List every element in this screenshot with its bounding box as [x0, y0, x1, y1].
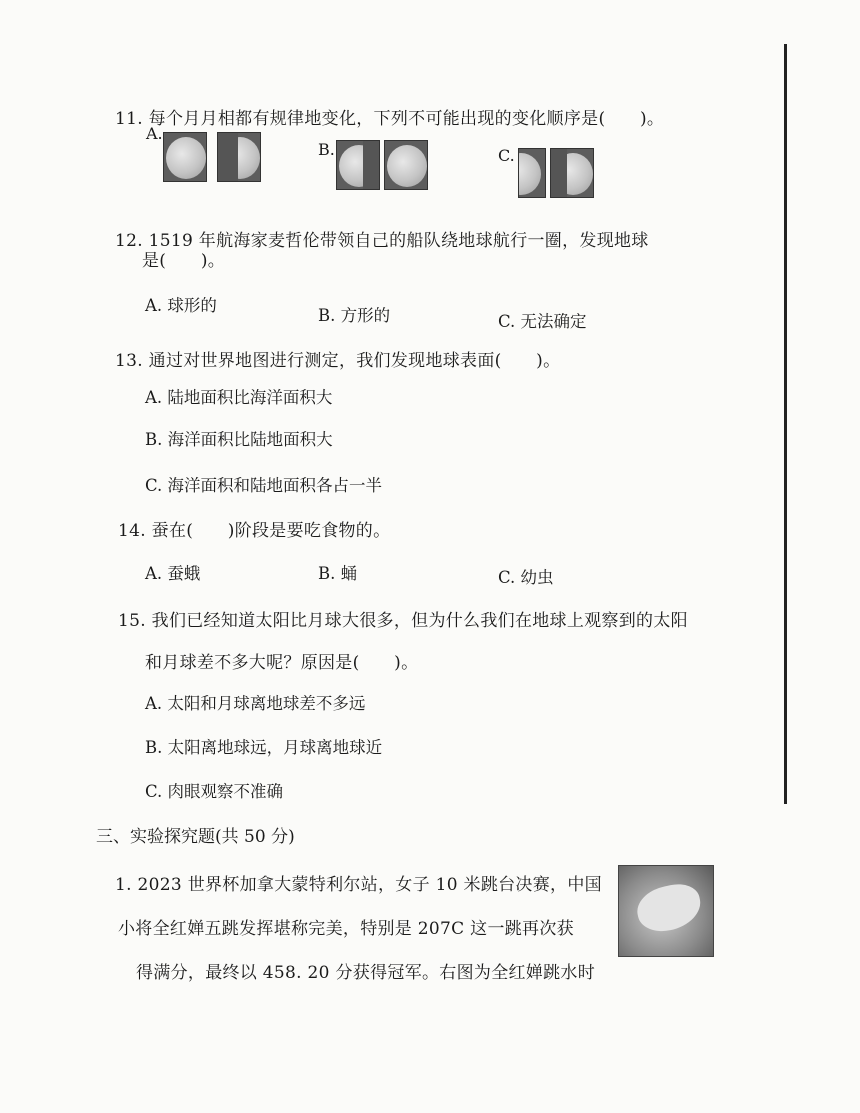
- section-3-q1-line-3: 得满分，最终以 458. 20 分获得冠军。右图为全红婵跳水时: [136, 963, 595, 983]
- q13-option-c: C. 海洋面积和陆地面积各占一半: [145, 476, 383, 495]
- question-15-line-2: 和月球差不多大呢？原因是( )。: [145, 653, 419, 673]
- q12-option-a: A. 球形的: [145, 296, 217, 315]
- question-12-line-1: 12. 1519 年航海家麦哲伦带领自己的船队绕地球航行一圈，发现地球: [115, 231, 649, 251]
- section-3-q1-line-1: 1. 2023 世界杯加拿大蒙特利尔站，女子 10 米跳台决赛，中国: [115, 875, 602, 895]
- q11-option-b-label: B.: [318, 140, 335, 159]
- q11-option-c-label: C.: [498, 146, 515, 165]
- section-3-q1-line-2: 小将全红婵五跳发挥堪称完美，特别是 207C 这一跳再次获: [118, 919, 574, 939]
- question-15-line-1: 15. 我们已经知道太阳比月球大很多，但为什么我们在地球上观察到的太阳: [118, 611, 688, 631]
- q11-option-c-moon-2: [550, 148, 594, 198]
- q14-option-c: C. 幼虫: [498, 568, 554, 587]
- q11-option-b-moon-1: [336, 140, 380, 190]
- question-14: 14. 蚕在( )阶段是要吃食物的。: [118, 521, 391, 541]
- question-11: 11. 每个月月相都有规律地变化，下列不可能出现的变化顺序是( )。: [115, 109, 665, 129]
- q14-option-a: A. 蚕蛾: [145, 564, 201, 583]
- q15-option-b: B. 太阳离地球远，月球离地球近: [145, 738, 383, 757]
- q11-option-c-moon-1: [518, 148, 546, 198]
- question-13: 13. 通过对世界地图进行测定，我们发现地球表面( )。: [115, 351, 561, 371]
- q12-option-c: C. 无法确定: [498, 312, 587, 331]
- q11-option-a-label: A.: [146, 124, 163, 143]
- question-12-line-2: 是( )。: [142, 251, 226, 271]
- q13-option-a: A. 陆地面积比海洋面积大: [145, 388, 333, 407]
- q14-option-b: B. 蛹: [318, 564, 358, 583]
- section-3-title: 三、实验探究题(共 50 分): [96, 827, 295, 847]
- q11-option-b-moon-2: [384, 140, 428, 190]
- q13-option-b: B. 海洋面积比陆地面积大: [145, 430, 333, 449]
- q15-option-a: A. 太阳和月球离地球差不多远: [145, 694, 366, 713]
- q11-option-a-moon-1: [163, 132, 207, 182]
- q15-option-c: C. 肉眼观察不准确: [145, 782, 284, 801]
- q11-option-a-moon-2: [217, 132, 261, 182]
- q12-option-b: B. 方形的: [318, 306, 391, 325]
- page-edge-line: [784, 44, 787, 804]
- diving-photo: [618, 865, 714, 957]
